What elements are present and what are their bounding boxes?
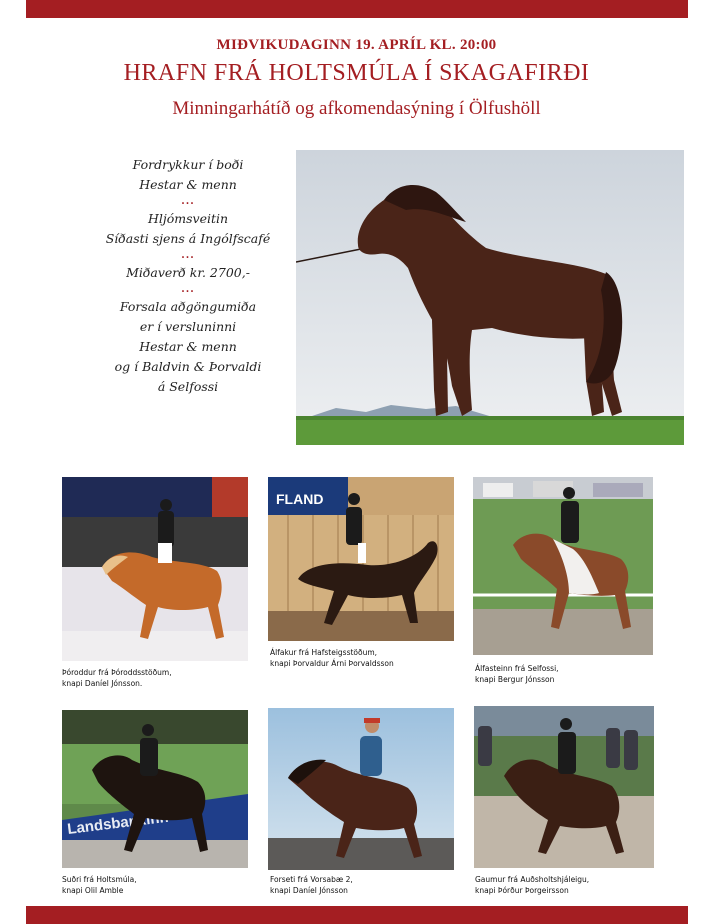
caption-horse: Þóroddur frá Þóroddsstöðum, [62,668,172,677]
horse-photo-4 [62,710,248,868]
banner-text: FLAND [276,491,324,507]
separator: ... [181,196,195,207]
top-red-bar [26,0,688,18]
event-subtitle: Minningarhátíð og afkomendasýning í Ölfushöll [172,98,541,119]
caption-horse: Suðri frá Holtsmúla, [62,875,137,884]
horse-photo-5 [268,708,454,870]
info-line: Síðasti sjens á Ingólfscafé [105,231,271,246]
separator: ... [181,250,195,261]
caption-rider: knapi Þorvaldur Árni Þorvaldsson [270,659,394,668]
info-line: á Selfossi [157,379,219,394]
main-horse-photo [296,150,684,445]
info-line: er í versluninni [139,319,237,334]
photo-caption-1 [62,667,252,689]
event-info [88,155,288,397]
caption-rider: knapi Þórður Þorgeirsson [475,886,569,895]
event-date: MIÐVIKUDAGINN 19. APRÍL KL. 20:00 [216,37,497,53]
caption-rider: knapi Daníel Jónsson. [62,679,143,688]
photo-caption-3 [475,663,665,685]
caption-rider: knapi Olil Amble [62,886,124,895]
info-line: Hestar & menn [139,339,237,354]
bottom-red-bar [26,906,688,924]
horse-photo-2 [268,477,454,641]
caption-horse: Forseti frá Vorsabæ 2, [270,875,353,884]
event-title: HRAFN FRÁ HOLTSMÚLA Í SKAGAFIRÐI [123,60,590,86]
caption-rider: knapi Bergur Jónsson [475,675,555,684]
photo-caption-4 [62,874,252,896]
horse-photo-1 [62,477,248,661]
horse-photo-6 [474,706,654,868]
caption-horse: Álfakur frá Hafsteigsstöðum, [270,648,378,657]
banner-text: Landsbankinn [66,808,170,838]
photo-caption-6 [475,874,675,896]
info-line: Fordrykkur í boði [132,157,244,172]
photo-caption-2 [270,647,460,669]
caption-horse: Álfasteinn frá Selfossi, [475,664,559,673]
photo-caption-5 [270,874,460,896]
separator: ... [181,284,195,295]
caption-rider: knapi Daníel Jónsson [270,886,348,895]
info-line: og í Baldvin & Þorvaldi [114,359,262,374]
info-line: Hestar & menn [139,177,237,192]
caption-horse: Gaumur frá Auðsholtshjáleigu, [475,875,590,884]
info-line: Miðaverð kr. 2700,- [126,265,250,280]
info-line: Hljómsveitin [147,211,229,226]
info-line: Forsala aðgöngumiða [119,299,257,314]
horse-photo-3 [473,477,653,655]
